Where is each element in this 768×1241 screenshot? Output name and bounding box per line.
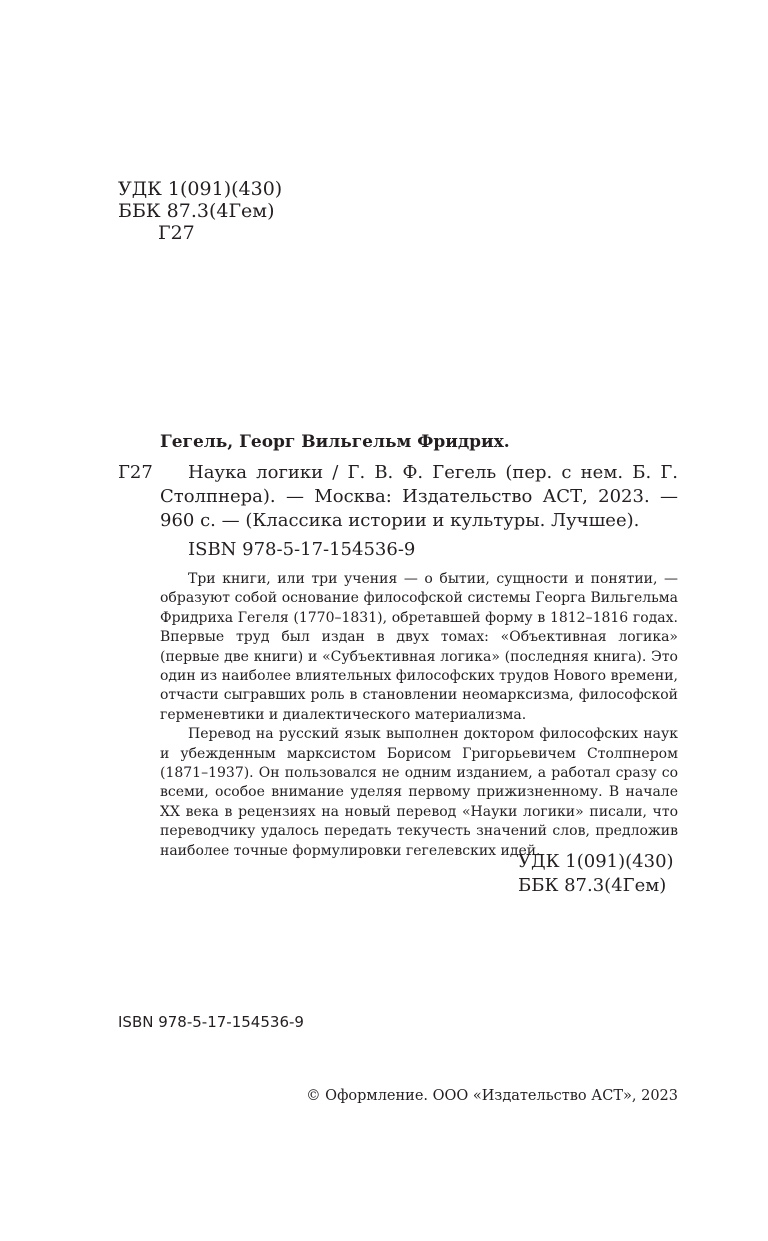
classification-block-bottom — [518, 850, 678, 898]
classification-block-top — [118, 178, 282, 244]
author-heading: Гегель, Георг Вильгельм Фридрих. — [160, 432, 510, 452]
annotation — [160, 570, 678, 861]
bbk-code-bottom: ББК 87.3(4Гем) — [518, 875, 667, 896]
bibliographic-record: Наука логики / Г. В. Ф. Гегель (пер. с нем. Б. Г. Столпнера). — Москва: Издательство АСТ, 2023. — 960 с. — (Классика истории и культуры. Лучшее). — [160, 462, 678, 531]
annotation-paragraph-2: Перевод на русский язык выполнен доктором философских наук и убежденным марксистом Борисом Григорьевичем Столпнером (1871–1937). Он пользовался не одним изданием, а работал сразу со всеми, особое внимание уделяя первому прижизненному. В начале XX века в рецензиях на новый перевод «Науки логики» писали, что переводчику удалось передать текучесть значений слов, предложив наиболее точные формулировки гегелевских идей. — [160, 726, 678, 859]
copyright-notice: © Оформление. ООО «Издательство АСТ», 2023 — [306, 1088, 678, 1104]
author-mark: Г27 — [158, 222, 195, 244]
isbn-bottom: ISBN 978-5-17-154536-9 — [118, 1013, 304, 1031]
udk-code: УДК 1(091)(430) — [118, 178, 283, 200]
udk-code-bottom: УДК 1(091)(430) — [518, 851, 674, 872]
annotation-paragraph-1: Три книги, или три учения — о бытии, сущности и понятии, — образуют собой основание философской системы Георга Вильгельма Фридриха Гегеля (1770–1831), обретавшей форму в 1812–1816 годах. Впервые труд был издан в двух томах: «Объективная логика» (первые две книги) и «Субъективная логика» (последняя книга). Это один из наиболее влиятельных философских трудов Нового времени, отчасти сыгравших роль в становлении неомарксизма, философской герменевтики и диалектического материализма. — [160, 571, 678, 723]
bbk-code: ББК 87.3(4Гем) — [118, 200, 275, 222]
isbn-main: ISBN 978-5-17-154536-9 — [188, 539, 416, 560]
bib-author-mark: Г27 — [118, 462, 153, 483]
